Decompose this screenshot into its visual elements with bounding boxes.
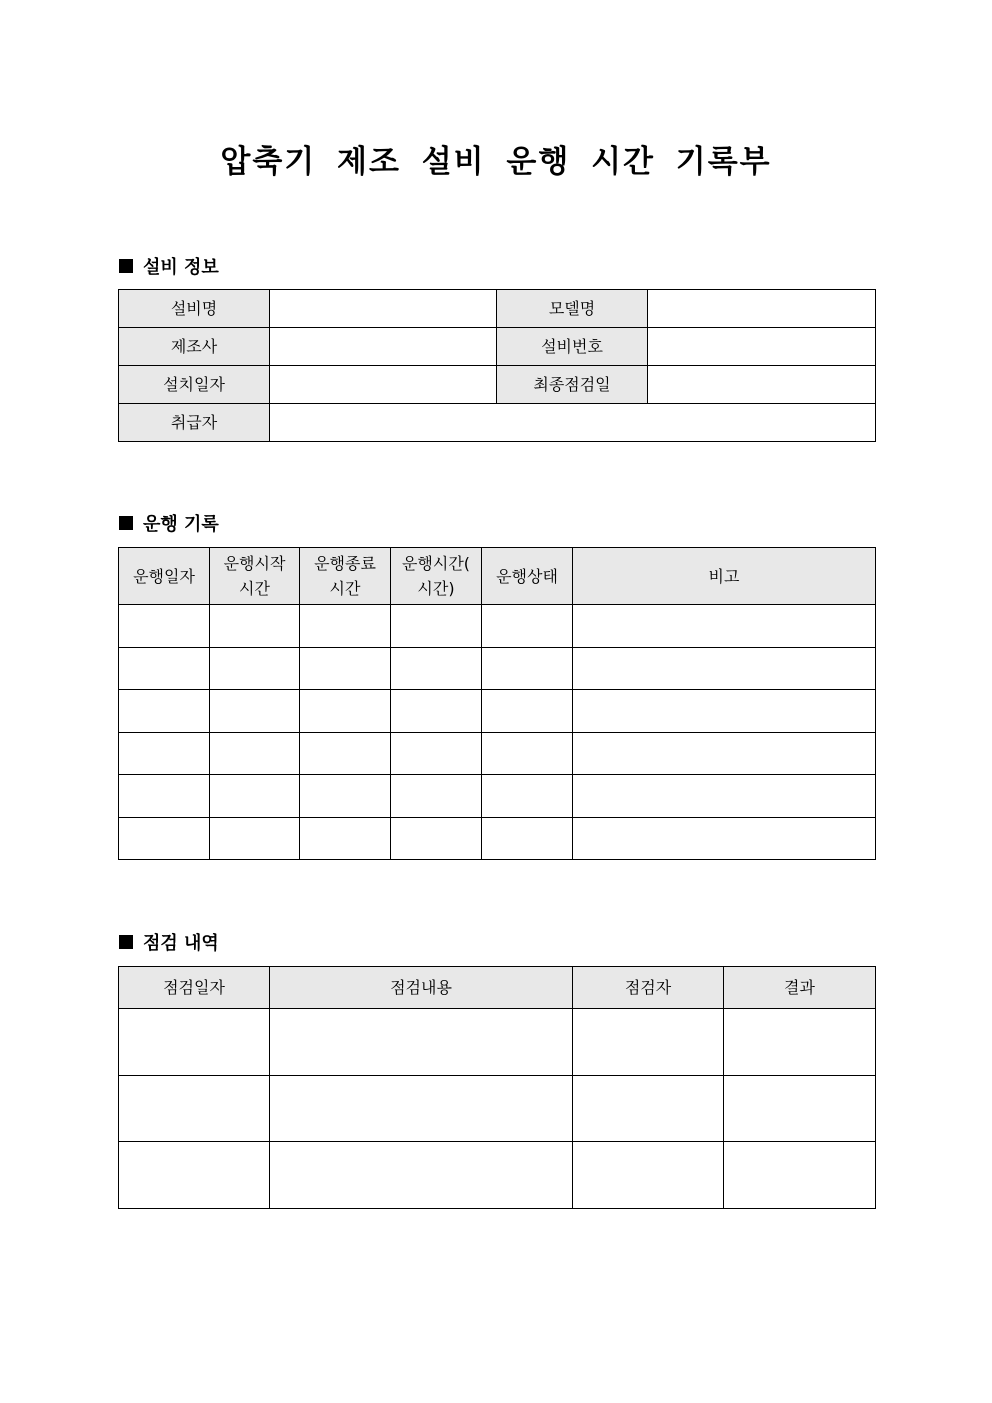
- table-cell[interactable]: [210, 775, 300, 818]
- table-cell[interactable]: [724, 1009, 876, 1076]
- table-cell[interactable]: [270, 1142, 573, 1209]
- table-cell[interactable]: [482, 690, 573, 733]
- label-model-name: 모델명: [497, 290, 648, 328]
- table-cell[interactable]: [573, 605, 876, 648]
- col-result: 결과: [724, 967, 876, 1009]
- table-cell[interactable]: [573, 1009, 724, 1076]
- inspection-history-table: [118, 966, 876, 1209]
- table-cell[interactable]: [573, 1075, 724, 1142]
- document-title: 압축기 제조 설비 운행 시간 기록부: [220, 144, 772, 180]
- col-inspector: 점검자: [573, 967, 724, 1009]
- table-cell[interactable]: [300, 647, 391, 690]
- table-cell[interactable]: [391, 817, 482, 860]
- table-cell[interactable]: [724, 1142, 876, 1209]
- table-cell[interactable]: [573, 1142, 724, 1209]
- value-equipment-number[interactable]: [648, 328, 876, 366]
- table-cell[interactable]: [573, 817, 876, 860]
- table-cell[interactable]: [391, 647, 482, 690]
- table-cell[interactable]: [119, 1009, 270, 1076]
- col-operation-date: 운행일자: [119, 548, 210, 605]
- equipment-info-heading: [119, 253, 219, 279]
- table-row: [119, 817, 876, 860]
- table-row: [119, 1009, 876, 1076]
- col-start-time-line2: 시간: [239, 579, 270, 598]
- operation-log-heading: [119, 510, 219, 536]
- table-cell[interactable]: [482, 605, 573, 648]
- table-cell[interactable]: [482, 647, 573, 690]
- square-bullet-icon: [119, 259, 133, 273]
- table-cell[interactable]: [119, 647, 210, 690]
- operation-log-heading-label: 운행 기록: [143, 514, 219, 535]
- table-cell[interactable]: [270, 1009, 573, 1076]
- label-manufacturer: 제조사: [119, 328, 270, 366]
- table-cell[interactable]: [210, 817, 300, 860]
- table-row: [119, 1075, 876, 1142]
- label-equipment-number: 설비번호: [497, 328, 648, 366]
- table-cell[interactable]: [270, 1075, 573, 1142]
- operation-log-table: [118, 547, 876, 860]
- table-cell[interactable]: [210, 690, 300, 733]
- label-equipment-name: 설비명: [119, 290, 270, 328]
- col-operation-hours-line1: 운행시간(: [401, 554, 471, 573]
- inspection-history-heading: [119, 929, 219, 955]
- col-start-time: [210, 548, 300, 605]
- table-cell[interactable]: [210, 605, 300, 648]
- inspection-history-heading-label: 점검 내역: [143, 933, 219, 954]
- table-cell[interactable]: [573, 690, 876, 733]
- table-row: [119, 647, 876, 690]
- col-operation-hours-line2: 시간): [417, 579, 455, 598]
- col-remarks: 비고: [573, 548, 876, 605]
- col-operation-hours: [391, 548, 482, 605]
- table-cell[interactable]: [482, 775, 573, 818]
- table-cell[interactable]: [300, 732, 391, 775]
- equipment-info-heading-label: 설비 정보: [143, 257, 219, 278]
- label-install-date: 설치일자: [119, 366, 270, 404]
- table-cell[interactable]: [119, 817, 210, 860]
- table-cell[interactable]: [119, 732, 210, 775]
- table-cell[interactable]: [391, 690, 482, 733]
- table-cell[interactable]: [573, 775, 876, 818]
- table-row: [119, 1142, 876, 1209]
- col-inspection-content: 점검내용: [270, 967, 573, 1009]
- table-cell[interactable]: [210, 732, 300, 775]
- table-cell[interactable]: [119, 690, 210, 733]
- col-inspection-date: 점검일자: [119, 967, 270, 1009]
- table-cell[interactable]: [119, 775, 210, 818]
- table-cell[interactable]: [391, 605, 482, 648]
- table-cell[interactable]: [573, 732, 876, 775]
- value-model-name[interactable]: [648, 290, 876, 328]
- table-cell[interactable]: [300, 690, 391, 733]
- value-equipment-name[interactable]: [270, 290, 497, 328]
- label-last-inspection-date: 최종점검일: [497, 366, 648, 404]
- table-cell[interactable]: [724, 1075, 876, 1142]
- table-cell[interactable]: [119, 1075, 270, 1142]
- square-bullet-icon: [119, 935, 133, 949]
- table-cell[interactable]: [210, 647, 300, 690]
- col-end-time-line1: 운행종료: [314, 554, 376, 573]
- col-start-time-line1: 운행시작: [223, 554, 286, 573]
- table-row: [119, 690, 876, 733]
- table-cell[interactable]: [300, 605, 391, 648]
- table-cell[interactable]: [482, 817, 573, 860]
- value-last-inspection-date[interactable]: [648, 366, 876, 404]
- table-cell[interactable]: [119, 605, 210, 648]
- equipment-info-table: [118, 289, 876, 442]
- table-cell[interactable]: [482, 732, 573, 775]
- table-row: [119, 605, 876, 648]
- table-row: [119, 775, 876, 818]
- value-handler[interactable]: [270, 404, 876, 442]
- value-install-date[interactable]: [270, 366, 497, 404]
- table-row: [119, 732, 876, 775]
- table-cell[interactable]: [119, 1142, 270, 1209]
- col-end-time: [300, 548, 391, 605]
- col-operation-status: 운행상태: [482, 548, 573, 605]
- table-cell[interactable]: [300, 817, 391, 860]
- table-cell[interactable]: [573, 647, 876, 690]
- col-end-time-line2: 시간: [329, 579, 361, 598]
- table-cell[interactable]: [391, 732, 482, 775]
- table-cell[interactable]: [391, 775, 482, 818]
- square-bullet-icon: [119, 516, 133, 530]
- value-manufacturer[interactable]: [270, 328, 497, 366]
- table-cell[interactable]: [300, 775, 391, 818]
- label-handler: 취급자: [119, 404, 270, 442]
